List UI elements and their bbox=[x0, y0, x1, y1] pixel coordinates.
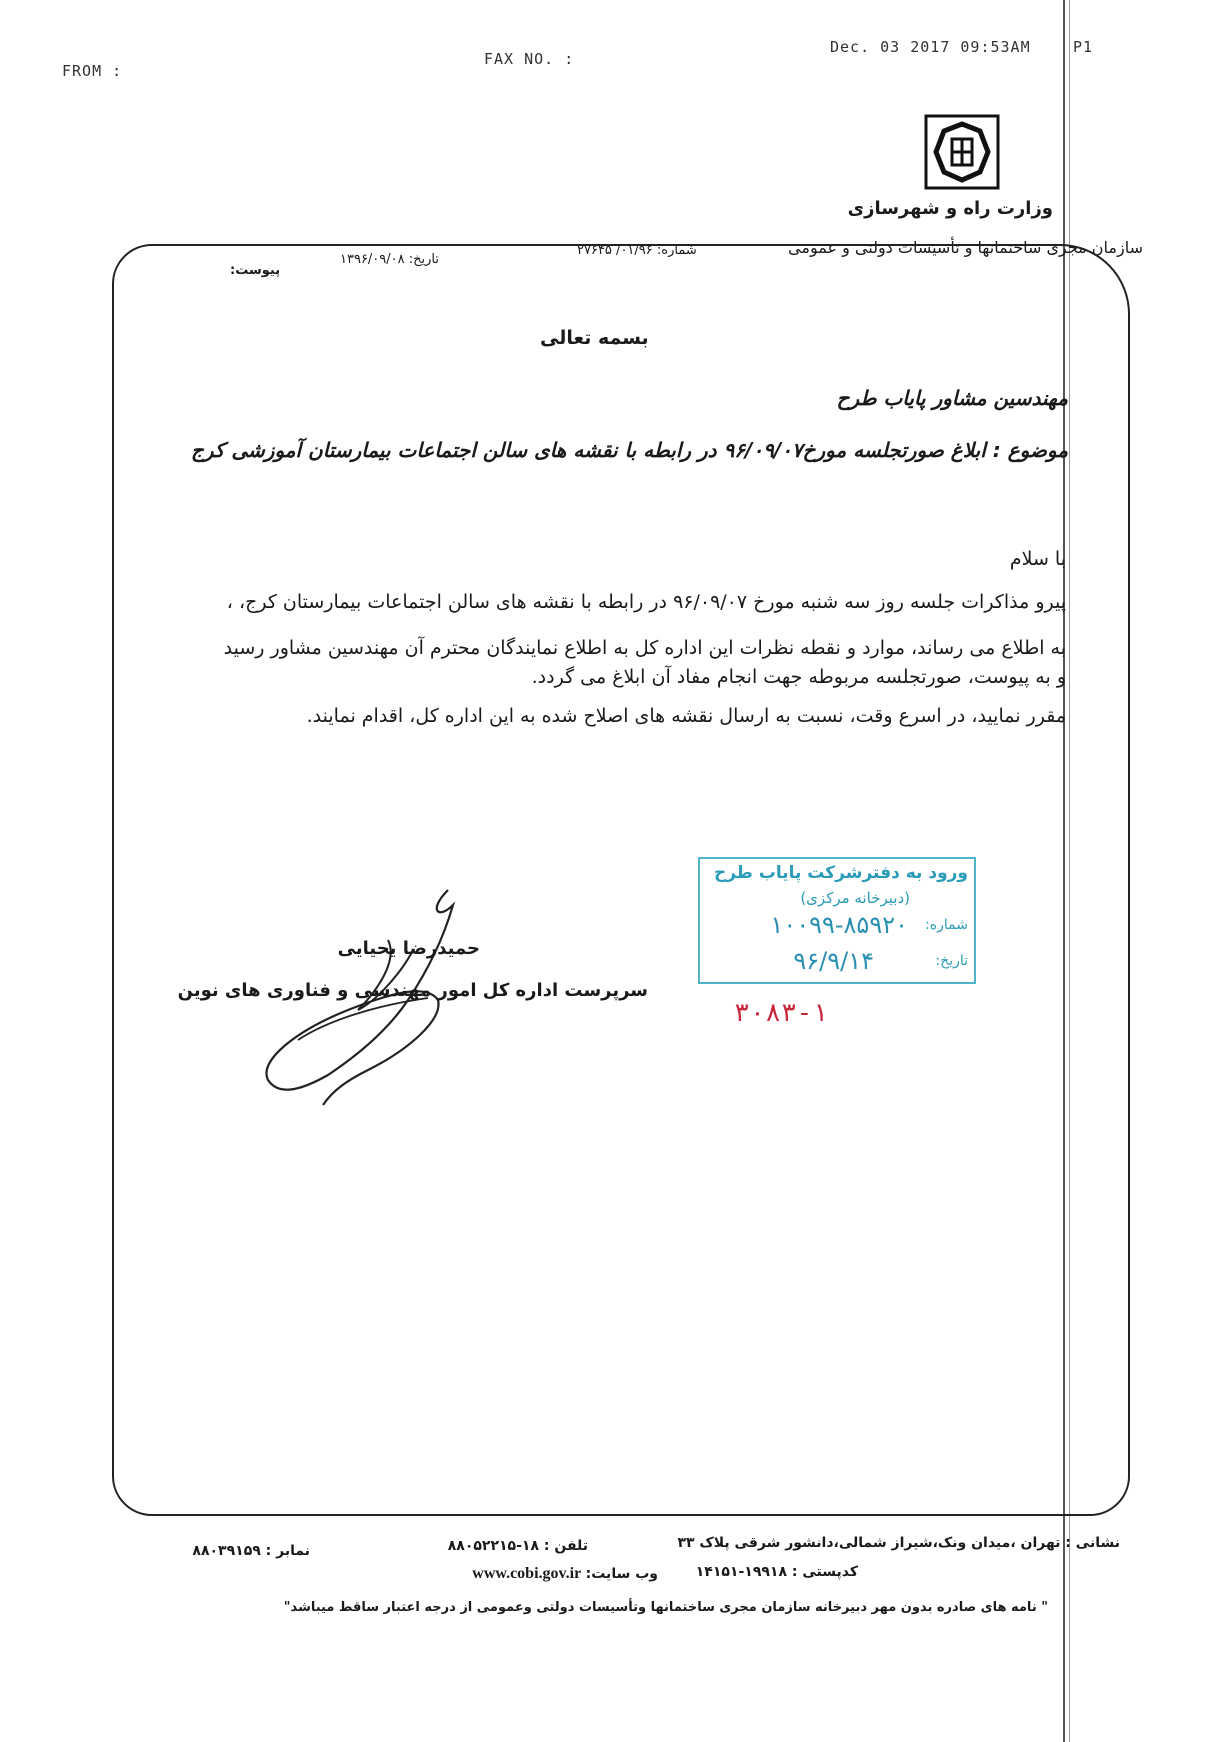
footer-website-label: وب سایت: bbox=[585, 1566, 658, 1582]
invocation: بسمه تعالی bbox=[540, 327, 649, 349]
stamp-number-value: ۱۰۰۹۹-۸۵۹۲۰ bbox=[770, 911, 908, 939]
handwritten-number: ۳۰۸۳-۱ bbox=[734, 998, 828, 1028]
stamp-number-label: شماره: bbox=[925, 917, 968, 933]
footer-phone: تلفن : ۱۸-۸۸۰۵۲۲۱۵ bbox=[447, 1538, 588, 1554]
letter-date-value: ۱۳۹۶/۰۹/۰۸ bbox=[340, 252, 405, 267]
paragraph-1: پیرو مذاکرات جلسه روز سه شنبه مورخ ۹۶/۰۹/۰۷ در رابطه با نقشه های سالن اجتماعات بیمارستان کرج، ، bbox=[226, 591, 1066, 613]
ministry-logo bbox=[924, 114, 1000, 190]
footer-website-url: www.cobi.gov.ir bbox=[472, 1565, 582, 1582]
receipt-stamp bbox=[698, 857, 976, 984]
footer-notice: " نامه های صادره بدون مهر دبیرخانه سازمان مجری ساختمانها وتأسیسات دولتی وعمومی از درجه اعتبار ساقط میباشد" bbox=[283, 1600, 1048, 1615]
ministry-name: وزارت راه و شهرسازی bbox=[847, 198, 1053, 219]
footer-website bbox=[472, 1565, 658, 1583]
stamp-date-label: تاریخ: bbox=[935, 953, 968, 969]
letter-date-label: تاریخ: bbox=[408, 252, 440, 267]
stamp-date-value: ۹۶/۹/۱۴ bbox=[793, 947, 874, 975]
fax-date-time: Dec. 03 2017 09:53AM bbox=[830, 38, 1031, 56]
signatory-name: حمیدرضا یحیایی bbox=[337, 938, 480, 959]
greeting: با سلام bbox=[1009, 548, 1066, 570]
fax-from-label: FROM : bbox=[62, 62, 123, 80]
paragraph-4: مقرر نمایید، در اسرع وقت، نسبت به ارسال نقشه های اصلاح شده به این اداره کل، اقدام نمایند. bbox=[306, 705, 1066, 727]
letter-number-value: ۰۱/۹۶/ ۲۷۶۴۵ bbox=[577, 243, 653, 258]
stamp-line-2: (دبیرخانه مرکزی) bbox=[800, 889, 910, 907]
paragraph-2: به اطلاع می رساند، موارد و نقطه نظرات این اداره کل به اطلاع نمایندگان محترم آن مهندسین مشاور رسید bbox=[223, 637, 1066, 659]
footer-postal: کدپستی : ۱۹۹۱۸-۱۴۱۵۱ bbox=[695, 1564, 858, 1580]
signatory-title: سرپرست اداره کل امور مهندسی و فناوری های نوین bbox=[177, 980, 648, 1001]
footer-address: نشانی : تهران ،میدان ونک،شیراز شمالی،دانشور شرقی پلاک ۳۳ bbox=[677, 1535, 1120, 1551]
stamp-line-1: ورود به دفترشرکت پایاب طرح bbox=[713, 863, 968, 883]
fax-number-label: FAX NO. : bbox=[484, 50, 575, 68]
paragraph-3: و به پیوست، صورتجلسه مربوطه جهت انجام مفاد آن ابلاغ می گردد. bbox=[531, 666, 1066, 688]
organization-name: سازمان مجری ساختمانها و تأسیسات دولتی و عمومی bbox=[788, 238, 1143, 257]
footer-fax: نمابر : ۸۸۰۳۹۱۵۹ bbox=[192, 1543, 310, 1559]
subject: موضوع : ابلاغ صورتجلسه مورخ۹۶/۰۹/۰۷ در رابطه با نقشه های سالن اجتماعات بیمارستان آموزشی کرج bbox=[190, 438, 1068, 462]
letter-number-label: شماره: bbox=[656, 243, 697, 258]
attachment-label: پیوست: bbox=[230, 263, 281, 278]
fax-page: P1 bbox=[1073, 38, 1094, 56]
recipient: مهندسین مشاور پایاب طرح bbox=[836, 386, 1068, 410]
